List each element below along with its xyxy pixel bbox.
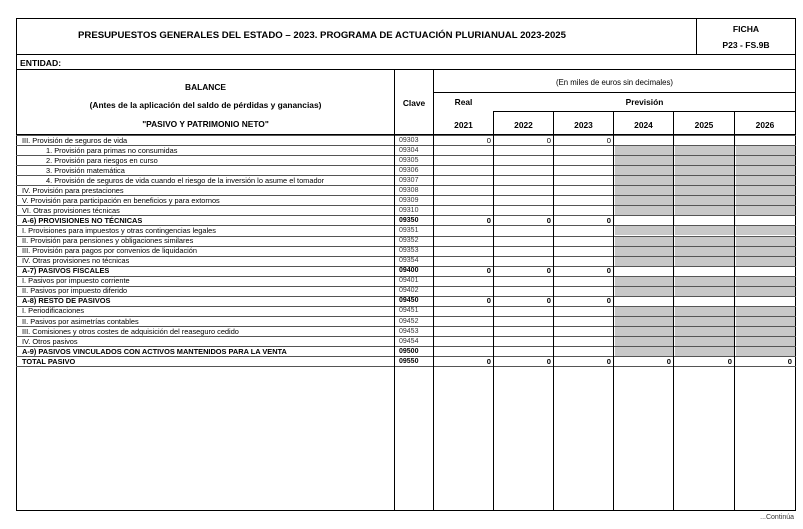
- row-value: 0: [486, 216, 491, 225]
- row-label: 3. Provisión matemática: [46, 165, 125, 175]
- shaded-cell: [675, 326, 735, 336]
- row-value: 0: [486, 135, 491, 145]
- column-line: [673, 111, 674, 510]
- shaded-cell: [615, 176, 674, 186]
- shaded-cell: [675, 316, 735, 326]
- shaded-cell: [615, 156, 674, 166]
- row-value: 0: [546, 135, 551, 145]
- shaded-cell: [675, 236, 735, 246]
- shaded-cell: [736, 256, 795, 266]
- row-line: [16, 366, 796, 367]
- shaded-cell: [736, 306, 795, 316]
- row-value: 0: [546, 216, 551, 225]
- row-value: 0: [546, 296, 551, 306]
- page-title: PRESUPUESTOS GENERALES DEL ESTADO – 2023. PROGRAMA DE ACTUACIÓN PLURIANUAL 2023-2025: [78, 30, 566, 41]
- row-label: I. Pasivos por impuesto corriente: [22, 276, 130, 286]
- balance-heading: BALANCE: [185, 82, 226, 92]
- row-label: IV. Otras provisiones no técnicas: [22, 256, 130, 266]
- row-label: IV. Provisión para prestaciones: [22, 185, 124, 195]
- shaded-cell: [675, 347, 735, 357]
- column-line: [394, 69, 395, 510]
- column-line: [553, 111, 554, 510]
- row-label: III. Provisión de seguros de vida: [22, 135, 128, 145]
- shaded-cell: [615, 206, 674, 216]
- shaded-cell: [736, 156, 795, 166]
- shaded-cell: [615, 196, 674, 206]
- row-code: 09352: [399, 237, 419, 245]
- row-value: 0: [606, 135, 611, 145]
- shaded-cell: [736, 246, 795, 256]
- section-heading: "PASIVO Y PATRIMONIO NETO": [142, 119, 269, 129]
- row-code: 09400: [399, 267, 419, 275]
- ficha-code: P23 - FS.9B: [722, 40, 770, 50]
- row-code: 09450: [399, 297, 419, 305]
- year-2022: 2022: [514, 120, 533, 130]
- shaded-cell: [736, 166, 795, 176]
- row-label: I. Periodificaciones: [22, 306, 85, 316]
- row-value: 0: [486, 296, 491, 306]
- shaded-cell: [736, 337, 795, 347]
- shaded-cell: [736, 286, 795, 296]
- shaded-cell: [736, 206, 795, 216]
- shaded-cell: [615, 236, 674, 246]
- shaded-cell: [615, 316, 674, 326]
- column-line: [613, 111, 614, 510]
- shaded-cell: [736, 176, 795, 186]
- section-row-label: A-6) PROVISIONES NO TÉCNICAS: [22, 216, 143, 225]
- row-value: 0: [546, 356, 551, 366]
- shaded-cell: [615, 166, 674, 176]
- shaded-cell: [615, 146, 674, 156]
- year-2026: 2026: [755, 120, 775, 130]
- row-code: 09306: [399, 166, 419, 174]
- section-row-label: A-7) PASIVOS FISCALES: [22, 266, 110, 276]
- clave-heading: Clave: [402, 98, 426, 108]
- shaded-cell: [675, 206, 735, 216]
- section-row-label: TOTAL PASIVO: [22, 356, 76, 366]
- shaded-cell: [615, 286, 674, 296]
- shaded-cell: [736, 347, 795, 357]
- row-value: 0: [666, 356, 671, 366]
- row-code: 09305: [399, 156, 419, 164]
- row-code: 09550: [399, 357, 419, 365]
- row-label: IV. Otros pasivos: [22, 336, 78, 346]
- row-code: 09304: [399, 146, 419, 154]
- shaded-cell: [675, 306, 735, 316]
- shaded-cell: [675, 246, 735, 256]
- row-label: II. Provisión para pensiones y obligaciones similares: [22, 236, 194, 246]
- shaded-cell: [675, 286, 735, 296]
- shaded-cell: [615, 337, 674, 347]
- section-row-label: A-8) RESTO DE PASIVOS: [22, 296, 111, 306]
- row-label: 2. Provisión para riesgos en curso: [46, 155, 158, 165]
- row-code: 09500: [399, 347, 419, 355]
- shaded-cell: [736, 316, 795, 326]
- row-code: 09354: [399, 257, 419, 265]
- year-2021: 2021: [454, 120, 473, 130]
- shaded-cell: [675, 256, 735, 266]
- row-value: 0: [606, 356, 611, 366]
- row-code: 09401: [399, 277, 419, 285]
- shaded-cell: [675, 337, 735, 347]
- row-value: 0: [606, 216, 611, 225]
- year-2025: 2025: [694, 120, 714, 130]
- row-code: 09303: [399, 136, 419, 144]
- shaded-cell: [615, 246, 674, 256]
- shaded-cell: [675, 156, 735, 166]
- row-code: 09309: [399, 196, 419, 204]
- row-code: 09454: [399, 337, 419, 345]
- units-note: (En miles de euros sin decimales): [556, 78, 673, 87]
- row-label: 1. Provisión para primas no consumidas: [46, 145, 178, 155]
- shaded-cell: [675, 186, 735, 196]
- shaded-cell: [736, 236, 795, 246]
- shaded-cell: [615, 326, 674, 336]
- row-label: 4. Provisión de seguros de vida cuando el riesgo de la inversión lo asume el tomador: [46, 175, 325, 185]
- shaded-cell: [736, 326, 795, 336]
- row-code: 09350: [399, 217, 419, 224]
- shaded-cell: [736, 146, 795, 156]
- row-value: 0: [787, 356, 792, 366]
- row-label: II. Pasivos por impuesto diferido: [22, 286, 128, 296]
- row-code: 09353: [399, 247, 419, 255]
- ficha-label: FICHA: [732, 24, 760, 34]
- column-line: [493, 111, 494, 510]
- row-label: II. Pasivos por asimetrías contables: [22, 316, 139, 326]
- shaded-cell: [736, 196, 795, 206]
- row-line: [16, 205, 796, 206]
- year-2024: 2024: [634, 120, 653, 130]
- real-heading: Real: [454, 97, 473, 107]
- row-label: III. Provisión para pagos por convenios de liquidación: [22, 246, 198, 256]
- entidad-label: ENTIDAD:: [20, 58, 62, 68]
- shaded-cell: [675, 226, 735, 236]
- shaded-cell: [736, 226, 795, 236]
- shaded-cell: [615, 276, 674, 286]
- row-value: 0: [486, 356, 491, 366]
- row-value: 0: [606, 266, 611, 276]
- row-code: 09452: [399, 317, 419, 325]
- row-code: 09453: [399, 327, 419, 335]
- section-row-label: A-9) PASIVOS VINCULADOS CON ACTIVOS MANTENIDOS PARA LA VENTA: [22, 346, 287, 356]
- year-2023: 2023: [574, 120, 593, 130]
- row-label: III. Comisiones y otros costes de adquisición del reaseguro cedido: [22, 326, 239, 336]
- shaded-cell: [736, 186, 795, 196]
- row-label: V. Provisión para participación en beneficios y para extornos: [22, 195, 220, 205]
- shaded-cell: [675, 146, 735, 156]
- row-value: 0: [546, 266, 551, 276]
- shaded-cell: [615, 347, 674, 357]
- row-value: 0: [727, 356, 732, 366]
- column-line: [433, 69, 434, 510]
- shaded-cell: [675, 176, 735, 186]
- shaded-cell: [675, 166, 735, 176]
- shaded-cell: [615, 256, 674, 266]
- row-label: VI. Otras provisiones técnicas: [22, 205, 120, 215]
- shaded-cell: [615, 186, 674, 196]
- row-value: 0: [606, 296, 611, 306]
- row-code: 09310: [399, 206, 419, 214]
- row-code: 09351: [399, 227, 419, 235]
- row-code: 09308: [399, 186, 419, 194]
- balance-subtitle: (Antes de la aplicación del saldo de pérdidas y ganancias): [89, 100, 322, 110]
- shaded-cell: [615, 306, 674, 316]
- shaded-cell: [675, 196, 735, 206]
- shaded-cell: [615, 226, 674, 236]
- prevision-heading: Previsión: [625, 97, 664, 107]
- shaded-cell: [736, 276, 795, 286]
- shaded-cell: [675, 276, 735, 286]
- row-line: [16, 185, 796, 186]
- continua-note: ...Continúa: [760, 514, 794, 521]
- row-code: 09402: [399, 287, 419, 295]
- row-code: 09451: [399, 307, 419, 315]
- column-line: [734, 111, 735, 510]
- row-code: 09307: [399, 176, 419, 184]
- row-label: I. Provisiones para impuestos y otras contingencias legales: [22, 226, 216, 236]
- row-value: 0: [486, 266, 491, 276]
